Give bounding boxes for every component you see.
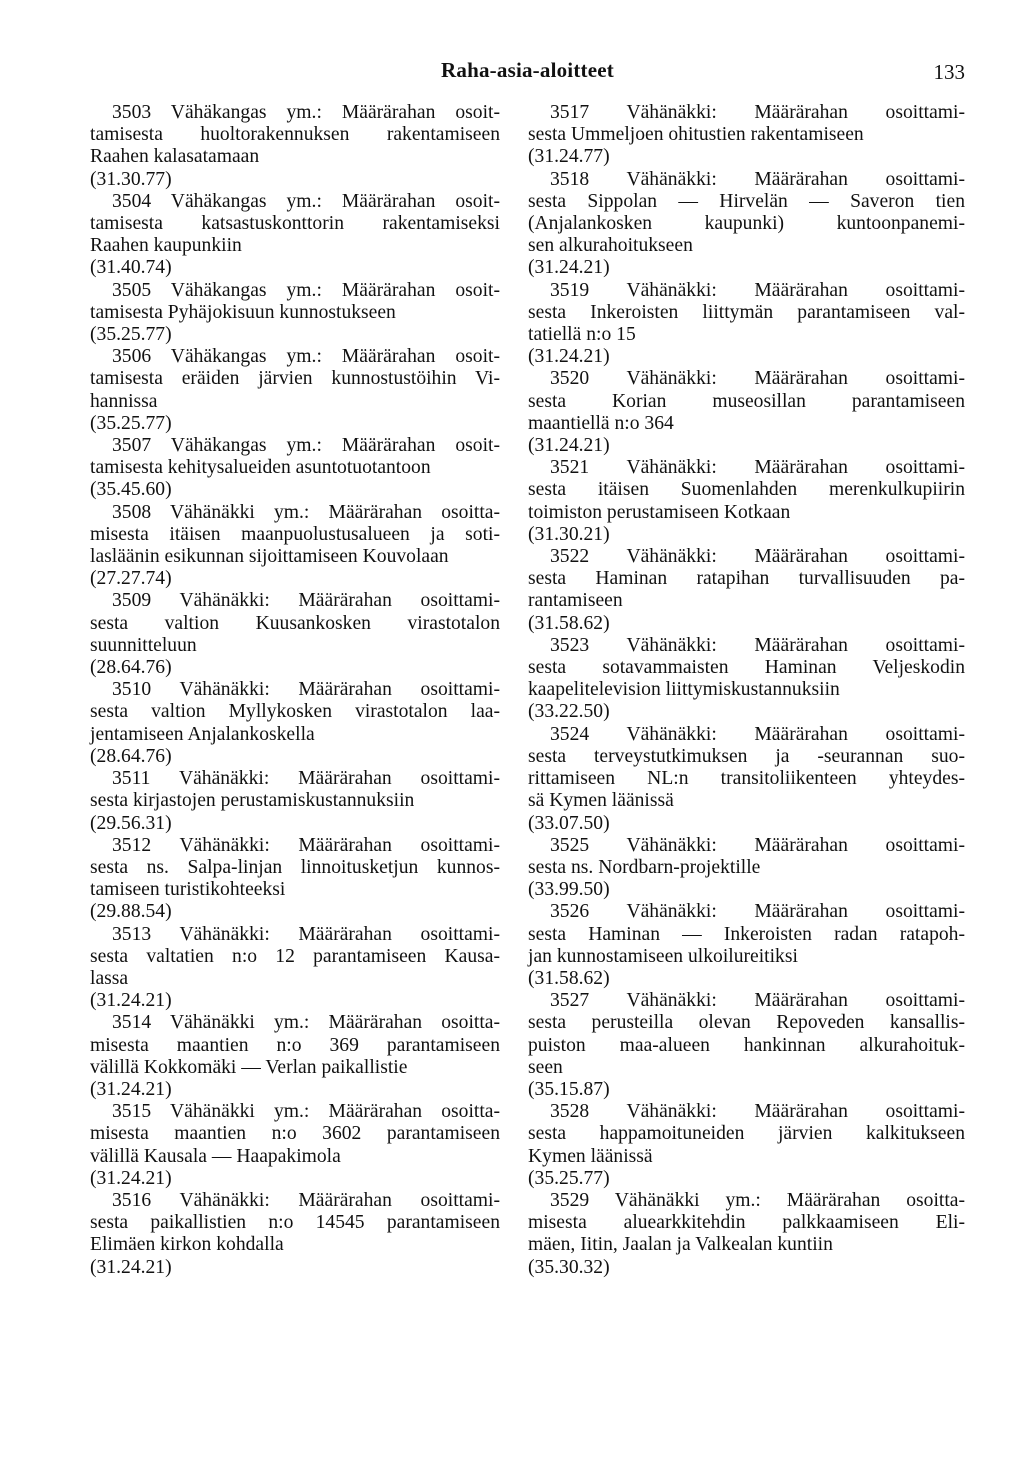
entry-line: toimiston perustamiseen Kotkaan [528, 501, 791, 523]
entry-line: 3518 Vähänäkki: Määrärahan osoittami- [550, 168, 965, 190]
entry-line: 3503 Vähäkangas ym.: Määrärahan osoit- [112, 102, 500, 123]
motion-entry [90, 924, 500, 1013]
budget-reference: (31.24.21) [90, 990, 172, 1012]
entry-line: 3526 Vähänäkki: Määrärahan osoittami- [550, 901, 965, 923]
entry-line: sesta ns. Salpa-linjan linnoitusketjun kunnos- [90, 856, 500, 878]
budget-reference: (35.15.87) [528, 1078, 610, 1100]
entry-line: 3517 Vähänäkki: Määrärahan osoittami- [550, 102, 965, 123]
entry-line: sesta Inkeroisten liittymän parantamiseen val- [528, 301, 965, 323]
entry-line: lasläänin esikunnan sijoittamiseen Kouvolaan [90, 546, 449, 568]
entry-line: misesta maantien n:o 3602 parantamiseen [90, 1123, 500, 1145]
entry-line: sesta terveystutkimuksen ja -seurannan suo- [528, 745, 965, 767]
entry-line: 3516 Vähänäkki: Määrärahan osoittami- [112, 1189, 500, 1211]
entry-line: kaapelitelevision liittymiskustannuksiin [528, 679, 840, 701]
budget-reference: (31.24.77) [528, 146, 610, 168]
entry-line: sesta valtion Myllykosken virastotalon laa- [90, 701, 500, 723]
entry-line: 3524 Vähänäkki: Määrärahan osoittami- [550, 723, 965, 745]
budget-reference: (28.64.76) [90, 745, 172, 767]
entry-line: misesta aluearkkitehdin palkkaamiseen Eli- [528, 1212, 965, 1234]
entry-line: sen alkurahoitukseen [528, 235, 693, 257]
entry-line: sesta Korian museosillan parantamiseen [528, 390, 965, 412]
entry-line: sä Kymen läänissä [528, 790, 674, 812]
entry-line: tamisesta katsastuskonttorin rakentamiseksi [90, 213, 500, 235]
page-number: 133 [933, 60, 965, 84]
entry-line: seen [528, 1056, 563, 1078]
entry-line: hannissa [90, 390, 158, 412]
motion-entry [90, 768, 500, 835]
entry-line: 3527 Vähänäkki: Määrärahan osoittami- [550, 990, 965, 1012]
budget-reference: (31.24.21) [90, 1078, 172, 1100]
entry-line: 3522 Vähänäkki: Määrärahan osoittami- [550, 546, 965, 568]
motion-entry [90, 280, 500, 347]
motion-entry [528, 169, 965, 280]
entry-line: Raahen kalasatamaan [90, 146, 260, 168]
entry-line: 3515 Vähänäkki ym.: Määrärahan osoitta- [112, 1101, 500, 1123]
motion-entry [90, 435, 500, 502]
motion-entry [90, 502, 500, 591]
entry-line: 3521 Vähänäkki: Määrärahan osoittami- [550, 457, 965, 479]
entry-line: tamisesta kehitysalueiden asuntotuotantoon [90, 457, 431, 479]
entry-line: sesta valtatien n:o 12 parantamiseen Kausa- [90, 945, 500, 967]
budget-reference: (31.24.21) [528, 257, 610, 279]
motion-entry [90, 679, 500, 768]
entry-line: tamisesta Pyhäjokisuun kunnostukseen [90, 301, 396, 323]
entry-line: välillä Kokkomäki — Verlan paikallistie [90, 1056, 408, 1078]
entry-line: 3504 Vähäkangas ym.: Määrärahan osoit- [112, 190, 500, 212]
motion-entry [528, 990, 965, 1101]
motion-entry [528, 368, 965, 457]
entry-line: jentamiseen Anjalankoskella [90, 723, 315, 745]
entry-line: rantamiseen [528, 590, 623, 612]
motion-entry [528, 280, 965, 369]
motion-entry [528, 1190, 965, 1279]
entry-line: 3506 Vähäkangas ym.: Määrärahan osoit- [112, 346, 500, 368]
motion-entry [528, 835, 965, 902]
entry-line: tamiseen turistikohteeksi [90, 879, 286, 901]
motion-entry [528, 724, 965, 835]
entry-line: 3514 Vähänäkki ym.: Määrärahan osoitta- [112, 1012, 500, 1034]
budget-reference: (31.40.74) [90, 257, 172, 279]
entry-line: 3529 Vähänäkki ym.: Määrärahan osoitta- [550, 1189, 965, 1211]
budget-reference: (31.58.62) [528, 612, 610, 634]
motion-entry [90, 191, 500, 280]
entry-line: sesta ns. Nordbarn-projektille [528, 856, 761, 878]
entry-line: sesta itäisen Suomenlahden merenkulkupiirin [528, 479, 965, 501]
entry-line: puiston maa-alueen hankinnan alkurahoituk- [528, 1034, 965, 1056]
entry-line: sesta Haminan ratapihan turvallisuuden pa- [528, 568, 965, 590]
budget-reference: (35.25.77) [90, 324, 172, 346]
entry-line: välillä Kausala — Haapakimola [90, 1145, 341, 1167]
budget-reference: (31.24.21) [528, 435, 610, 457]
entry-line: tatiellä n:o 15 [528, 324, 636, 346]
entry-line: Elimäen kirkon kohdalla [90, 1234, 284, 1256]
entry-line: sesta paikallistien n:o 14545 parantamiseen [90, 1212, 500, 1234]
budget-reference: (29.88.54) [90, 901, 172, 923]
entry-line: mäen, Iitin, Jaalan ja Valkealan kuntiin [528, 1234, 833, 1256]
entry-line: sesta Haminan — Inkeroisten radan ratapoh- [528, 923, 965, 945]
entry-line: 3508 Vähänäkki ym.: Määrärahan osoitta- [112, 501, 500, 523]
entry-line: sesta sotavammaisten Haminan Veljeskodin [528, 657, 965, 679]
budget-reference: (31.58.62) [528, 967, 610, 989]
entry-line: 3510 Vähänäkki: Määrärahan osoittami- [112, 679, 500, 701]
entry-line: (Anjalankosken kaupunki) kuntoonpanemi- [528, 213, 965, 235]
entry-line: suunnitteluun [90, 634, 197, 656]
entry-line: tamisesta eräiden järvien kunnostustöihin Vi- [90, 368, 500, 390]
motion-entry [90, 1190, 500, 1279]
entry-line: 3505 Vähäkangas ym.: Määrärahan osoit- [112, 279, 500, 301]
budget-reference: (31.24.21) [528, 346, 610, 368]
budget-reference: (33.22.50) [528, 701, 610, 723]
entry-line: sesta valtion Kuusankosken virastotalon [90, 612, 500, 634]
motion-entry [528, 102, 965, 169]
motion-entry [90, 835, 500, 924]
right-column [528, 102, 965, 1279]
entry-line: Raahen kaupunkiin [90, 235, 242, 257]
budget-reference: (27.27.74) [90, 568, 172, 590]
budget-reference: (29.56.31) [90, 812, 172, 834]
budget-reference: (28.64.76) [90, 657, 172, 679]
entry-line: sesta happamoituneiden järvien kalkitukseen [528, 1123, 965, 1145]
motion-entry [528, 457, 965, 546]
motion-entry [90, 1101, 500, 1190]
entry-line: maantiellä n:o 364 [528, 412, 674, 434]
entry-line: misesta maantien n:o 369 parantamiseen [90, 1034, 500, 1056]
entry-line: 3513 Vähänäkki: Määrärahan osoittami- [112, 923, 500, 945]
entry-line: tamisesta huoltorakennuksen rakentamiseen [90, 124, 500, 146]
running-title: Raha-asia-aloitteet [441, 58, 614, 82]
budget-reference: (35.25.77) [528, 1167, 610, 1189]
entry-line: sesta Ummeljoen ohitustien rakentamiseen [528, 124, 864, 146]
motion-entry [528, 1101, 965, 1190]
entry-line: 3520 Vähänäkki: Määrärahan osoittami- [550, 368, 965, 390]
motion-entry [90, 102, 500, 191]
left-column [90, 102, 500, 1279]
page-header [90, 48, 965, 88]
entry-line: sesta kirjastojen perustamiskustannuksiin [90, 790, 415, 812]
budget-reference: (31.24.21) [90, 1256, 172, 1278]
budget-reference: (35.45.60) [90, 479, 172, 501]
entry-line: 3512 Vähänäkki: Määrärahan osoittami- [112, 834, 500, 856]
motion-entry [528, 901, 965, 990]
entry-line: 3519 Vähänäkki: Määrärahan osoittami- [550, 279, 965, 301]
entry-line: jan kunnostamiseen ulkoilureitiksi [528, 945, 798, 967]
motion-entry [528, 635, 965, 724]
budget-reference: (31.30.21) [528, 523, 610, 545]
entry-line: rittamiseen NL:n transitoliikenteen yhteydes- [528, 768, 965, 790]
entry-line: 3523 Vähänäkki: Määrärahan osoittami- [550, 634, 965, 656]
entry-line: 3507 Vähäkangas ym.: Määrärahan osoit- [112, 435, 500, 457]
budget-reference: (33.07.50) [528, 812, 610, 834]
motion-entry [90, 1012, 500, 1101]
entry-line: 3528 Vähänäkki: Määrärahan osoittami- [550, 1101, 965, 1123]
motion-entry [528, 546, 965, 635]
entry-line: 3511 Vähänäkki: Määrärahan osoittami- [112, 768, 500, 790]
budget-reference: (33.99.50) [528, 879, 610, 901]
entry-line: lassa [90, 967, 129, 989]
entry-line: sesta perusteilla olevan Repoveden kansallis- [528, 1012, 965, 1034]
entry-line: sesta Sippolan — Hirvelän — Saveron tien [528, 190, 965, 212]
entry-line: Kymen läänissä [528, 1145, 653, 1167]
motion-entry [90, 590, 500, 679]
budget-reference: (35.30.32) [528, 1256, 610, 1278]
budget-reference: (31.30.77) [90, 168, 172, 190]
budget-reference: (31.24.21) [90, 1167, 172, 1189]
motion-entry [90, 346, 500, 435]
entry-line: 3509 Vähänäkki: Määrärahan osoittami- [112, 590, 500, 612]
entry-line: 3525 Vähänäkki: Määrärahan osoittami- [550, 834, 965, 856]
budget-reference: (35.25.77) [90, 412, 172, 434]
entry-line: misesta itäisen maanpuolustusalueen ja soti- [90, 523, 500, 545]
